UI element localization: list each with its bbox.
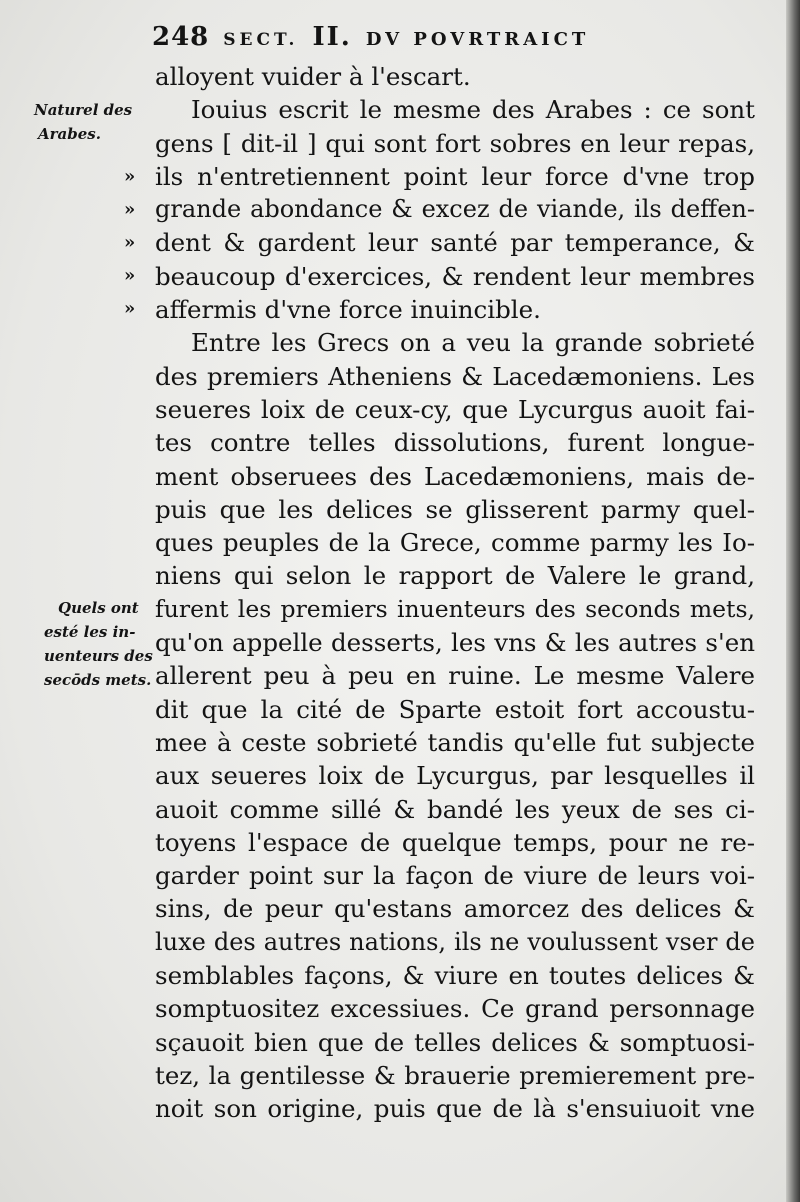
text-line: toyens l'espace de quelque temps, pour ne re-	[155, 827, 755, 857]
section-label: SECT.	[223, 30, 299, 50]
text-line: puis que les delices se glisserent parmy quel-	[155, 494, 755, 524]
quote-mark: »	[124, 199, 136, 220]
text-line: garder point sur la façon de viure de leurs voi-	[155, 861, 755, 891]
text-line: dent & gardent leur santé par temperance, &	[155, 228, 755, 258]
margin-note-line: Quels ont	[58, 599, 139, 617]
text-line: somptuositez excessiues. Ce grand personnage	[155, 994, 755, 1024]
text-line: seueres loix de ceux-cy, que Lycurgus auoit fai-	[155, 394, 755, 424]
text-line: Iouius escrit le mesme des Arabes : ce sont	[191, 95, 755, 125]
section-number: II.	[312, 22, 352, 52]
text-line: affermis d'vne force inuincible.	[155, 295, 541, 325]
text-line: aux seueres loix de Lycurgus, par lesquelles il	[155, 761, 755, 791]
text-line: grande abondance & excez de viande, ils deffen-	[155, 195, 755, 224]
text-line: niens qui selon le rapport de Valere le grand,	[155, 561, 755, 591]
text-line: noit son origine, puis que de là s'ensuiuoit vne	[155, 1094, 755, 1124]
quote-mark: »	[124, 298, 136, 319]
text-line: ils n'entretiennent point leur force d'vne trop	[155, 161, 755, 191]
margin-note-line: uenteurs des	[44, 647, 153, 665]
quote-mark: »	[124, 265, 136, 286]
text-line: semblables façons, & viure en toutes delices &	[155, 961, 755, 991]
text-line: ques peuples de la Grece, comme parmy les Io-	[155, 528, 755, 558]
page-edge-shadow	[786, 0, 800, 1202]
text-line: mee à ceste sobrieté tandis qu'elle fut subjecte	[155, 727, 755, 757]
text-line: luxe des autres nations, ils ne voulussent vser de	[155, 927, 755, 956]
margin-note-seconds-mets	[44, 596, 153, 692]
text-line: furent les premiers inuenteurs des seconds mets,	[155, 594, 755, 623]
page-number: 248	[152, 22, 210, 52]
text-line: sins, de peur qu'estans amorcez des delices &	[155, 894, 755, 924]
margin-note-line: secōds mets.	[44, 671, 152, 689]
margin-note-arabes	[34, 98, 132, 146]
running-header	[152, 22, 682, 62]
body-text	[155, 60, 755, 1126]
quote-mark: »	[124, 166, 136, 187]
text-line: qu'on appelle desserts, les vns & les autres s'en	[155, 628, 755, 658]
running-title: DV POVRTRAICT	[365, 29, 590, 50]
margin-note-line: Naturel des	[34, 101, 133, 119]
text-line: Entre les Grecs on a veu la grande sobrieté	[191, 328, 755, 358]
text-line: tez, la gentilesse & brauerie premierement pre-	[155, 1060, 755, 1090]
text-line: dit que la cité de Sparte estoit fort accoustu-	[155, 694, 755, 724]
margin-note-line: esté les in-	[44, 623, 136, 641]
text-line: sçauoit bien que de telles delices & somptuosi-	[155, 1027, 755, 1057]
text-line: allerent peu à peu en ruine. Le mesme Valere	[155, 661, 755, 691]
text-line: tes contre telles dissolutions, furent longue-	[155, 428, 755, 458]
text-line: ment obseruees des Lacedæmoniens, mais de-	[155, 461, 755, 491]
text-line: alloyent vuider à l'escart.	[155, 62, 471, 91]
quote-mark: »	[124, 232, 136, 253]
margin-note-line: Arabes.	[38, 125, 101, 143]
text-line: gens [ dit-il ] qui sont fort sobres en leur repas,	[155, 128, 755, 158]
text-line: beaucoup d'exercices, & rendent leur membres	[155, 261, 755, 291]
text-line: auoit comme sillé & bandé les yeux de ses ci-	[155, 794, 755, 824]
text-line: des premiers Atheniens & Lacedæmoniens. Les	[155, 361, 755, 391]
